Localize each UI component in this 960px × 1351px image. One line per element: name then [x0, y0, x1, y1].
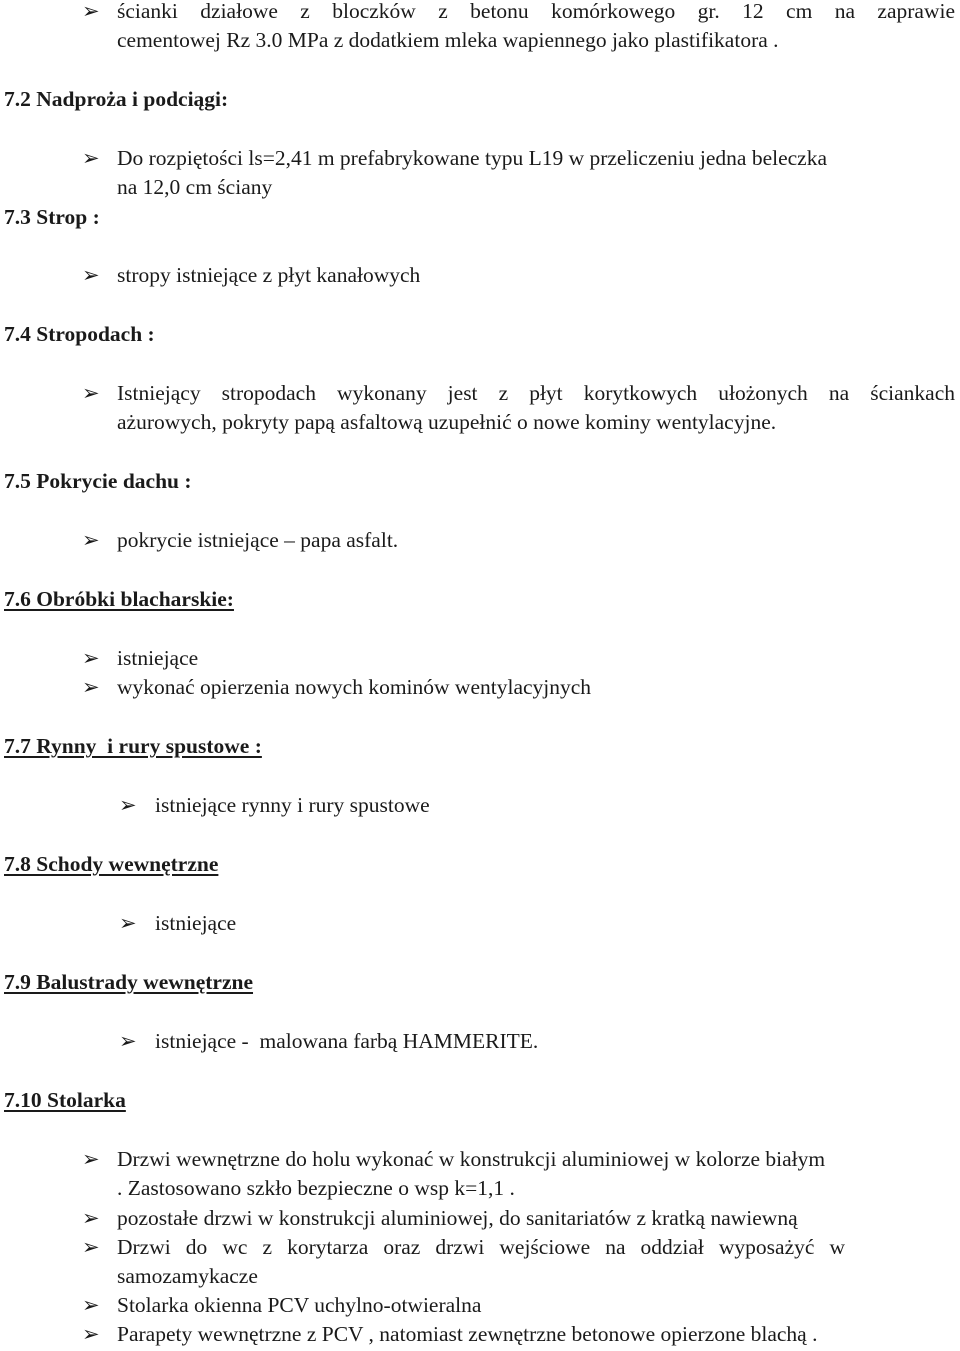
section-7-6-heading: 7.6 Obróbki blacharskie: [4, 587, 234, 611]
s79-item-1: istniejące - malowana farbą HAMMERITE. [155, 1029, 539, 1053]
section-7-2-heading: 7.2 Nadproża i podciągi: [4, 87, 229, 111]
bullet-icon: ➢ [82, 675, 100, 699]
intro-line-2: cementowej Rz 3.0 MPa z dodatkiem mleka wapiennego jako plastifikatora . [117, 28, 779, 52]
s74-item-1-line-2: ażurowych, pokryty papą asfaltową uzupełnić o nowe kominy wentylacyjne. [117, 410, 777, 434]
s710-item-1-line-1: Drzwi wewnętrzne do holu wykonać w konstrukcji aluminiowej w kolorze białym [117, 1147, 826, 1171]
intro-line-1: ścianki działowe z bloczków z betonu komórkowego gr. 12 cm na zaprawie [117, 0, 955, 23]
section-7-10-heading: 7.10 Stolarka [4, 1088, 126, 1112]
bullet-icon: ➢ [82, 1322, 100, 1346]
bullet-icon: ➢ [119, 1029, 137, 1053]
section-7-7-heading: 7.7 Rynny i rury spustowe : [4, 734, 262, 758]
bullet-icon: ➢ [82, 528, 100, 552]
s72-item-1-line-2: na 12,0 cm ściany [117, 175, 273, 199]
bullet-icon: ➢ [82, 381, 100, 405]
section-7-5-heading: 7.5 Pokrycie dachu : [4, 469, 192, 493]
s710-item-3-line-1: Drzwi do wc z korytarza oraz drzwi wejściowe na oddział wyposażyć w [117, 1235, 845, 1259]
bullet-icon: ➢ [82, 1147, 100, 1171]
s78-item-1: istniejące [155, 911, 237, 935]
bullet-icon: ➢ [82, 1235, 100, 1259]
s76-item-2: wykonać opierzenia nowych kominów wentylacyjnych [117, 675, 592, 699]
bullet-icon: ➢ [82, 0, 100, 23]
bullet-icon: ➢ [82, 1206, 100, 1230]
s73-item-1: stropy istniejące z płyt kanałowych [117, 263, 421, 287]
bullet-icon: ➢ [82, 263, 100, 287]
s76-item-1: istniejące [117, 646, 199, 670]
s72-item-1-line-1: Do rozpiętości ls=2,41 m prefabrykowane typu L19 w przeliczeniu jedna beleczka [117, 146, 828, 170]
s74-item-1-line-1: Istniejący stropodach wykonany jest z płyt korytkowych ułożonych na ściankach [117, 381, 955, 405]
section-7-8-heading: 7.8 Schody wewnętrzne [4, 852, 219, 876]
bullet-icon: ➢ [82, 646, 100, 670]
s710-item-5: Parapety wewnętrzne z PCV , natomiast zewnętrzne betonowe opierzone blachą . [117, 1322, 818, 1346]
s77-item-1: istniejące rynny i rury spustowe [155, 793, 430, 817]
bullet-icon: ➢ [119, 793, 137, 817]
bullet-icon: ➢ [82, 146, 100, 170]
section-7-9-heading: 7.9 Balustrady wewnętrzne [4, 970, 254, 994]
bullet-icon: ➢ [82, 1293, 100, 1317]
section-7-3-heading: 7.3 Strop : [4, 205, 100, 229]
s710-item-4: Stolarka okienna PCV uchylno-otwieralna [117, 1293, 482, 1317]
s710-item-1-line-2: . Zastosowano szkło bezpieczne o wsp k=1,1 . [117, 1176, 515, 1200]
s75-item-1: pokrycie istniejące – papa asfalt. [117, 528, 399, 552]
s710-item-3-line-2: samozamykacze [117, 1264, 258, 1288]
bullet-icon: ➢ [119, 911, 137, 935]
section-7-4-heading: 7.4 Stropodach : [4, 322, 155, 346]
s710-item-2: pozostałe drzwi w konstrukcji aluminiowej, do sanitariatów z kratką nawiewną [117, 1206, 798, 1230]
